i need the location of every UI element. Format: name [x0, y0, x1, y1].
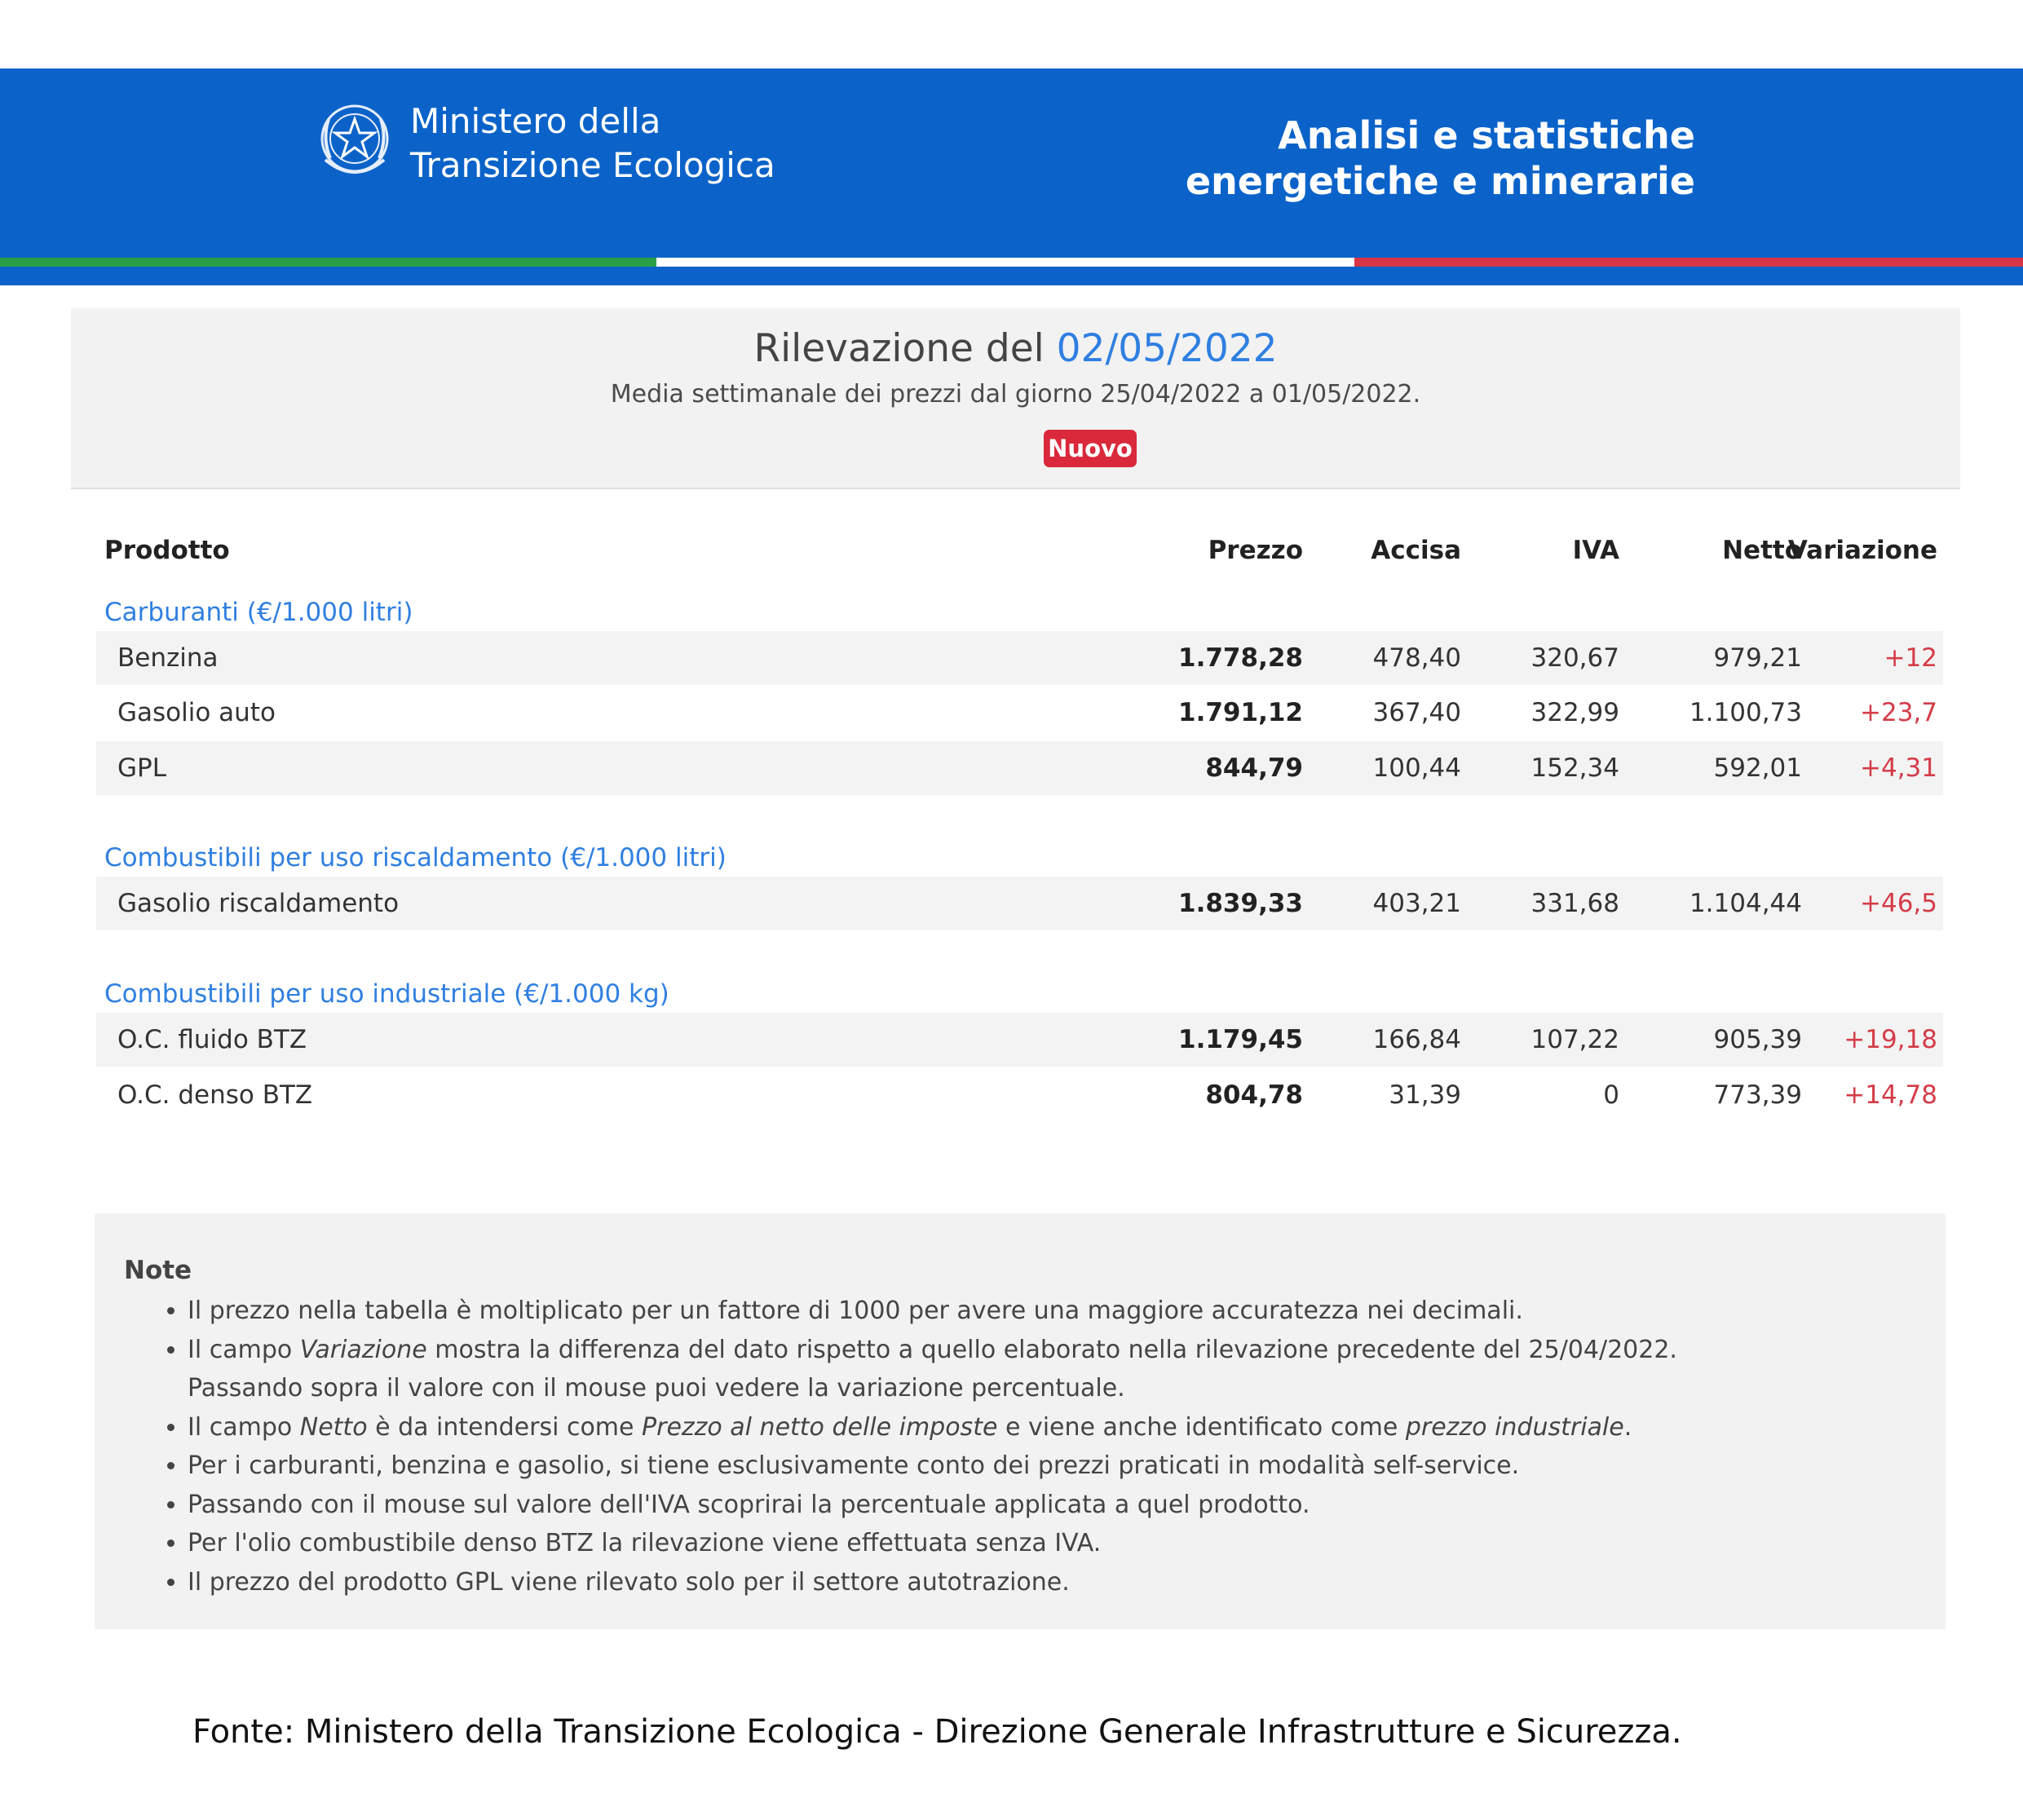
- note-text: Per l'olio combustibile denso BTZ la rilevazione viene effettuata senza IVA.: [188, 1529, 1102, 1557]
- excise-value: 367,40: [1372, 698, 1461, 727]
- ministry-line-2: Transizione Ecologica: [410, 145, 775, 185]
- survey-subtitle: Media settimanale dei prezzi dal giorno 25/04/2022 a 01/05/2022.: [610, 380, 1421, 409]
- section-title-line-1: Analisi e statistiche: [1278, 113, 1695, 157]
- note-item: [188, 1524, 1900, 1563]
- ministry-name[interactable]: [410, 99, 775, 188]
- site-header: [0, 68, 2023, 285]
- note-item: [188, 1331, 1900, 1408]
- variation-value[interactable]: +19,18: [1844, 1025, 1937, 1054]
- table-row: [96, 631, 1943, 685]
- column-header-accisa: Accisa: [1371, 536, 1461, 565]
- note-emphasis: prezzo industriale: [1405, 1412, 1624, 1442]
- note-item: [188, 1292, 1900, 1331]
- note-text: Il prezzo del prodotto GPL viene rilevato solo per il settore autotrazione.: [188, 1567, 1070, 1597]
- excise-value: 403,21: [1372, 889, 1461, 918]
- note-text: Il campo: [188, 1412, 300, 1442]
- table-header-row: [96, 523, 1943, 577]
- note-item: [188, 1447, 1900, 1486]
- column-header-iva: IVA: [1572, 536, 1619, 565]
- variation-value[interactable]: +12: [1884, 643, 1937, 673]
- note-text: Il campo: [188, 1335, 300, 1364]
- notes-title: Note: [124, 1256, 192, 1285]
- net-value: 1.104,44: [1689, 889, 1802, 918]
- note-item: [188, 1486, 1900, 1525]
- vat-value[interactable]: 320,67: [1531, 643, 1619, 673]
- note-text: mostra la differenza del dato rispetto a quello elaborato nella rilevazione precedente del 25/04/2022.: [426, 1335, 1677, 1364]
- product-name: GPL: [117, 753, 166, 783]
- variation-value[interactable]: +46,5: [1860, 889, 1937, 918]
- new-badge: Nuovo: [1044, 430, 1137, 467]
- net-value: 905,39: [1713, 1025, 1802, 1054]
- category-carburanti: Carburanti (€/1.000 litri): [104, 598, 413, 627]
- notes-list: [124, 1292, 1900, 1601]
- table-row: [96, 877, 1943, 930]
- excise-value: 478,40: [1372, 643, 1461, 673]
- table-row: [96, 741, 1943, 795]
- note-text: Passando sopra il valore con il mouse puoi vedere la variazione percentuale.: [188, 1374, 1125, 1403]
- vat-value[interactable]: 322,99: [1531, 698, 1619, 727]
- category-industriale: Combustibili per uso industriale (€/1.000 kg): [104, 979, 669, 1009]
- note-emphasis: Netto: [299, 1412, 368, 1442]
- note-emphasis: Variazione: [299, 1335, 427, 1364]
- vat-value[interactable]: 152,34: [1531, 753, 1619, 783]
- product-name: O.C. denso BTZ: [117, 1080, 313, 1110]
- table-row: [96, 686, 1943, 740]
- excise-value: 31,39: [1389, 1080, 1461, 1110]
- product-name: O.C. fluido BTZ: [117, 1025, 307, 1054]
- price-value: 844,79: [1205, 753, 1303, 783]
- notes-panel: [95, 1213, 1946, 1629]
- price-value: 1.179,45: [1178, 1025, 1303, 1054]
- variation-value[interactable]: +23,7: [1860, 698, 1937, 727]
- survey-title-prefix: Rilevazione del: [753, 326, 1045, 371]
- product-name: Benzina: [117, 643, 219, 673]
- column-header-prodotto: Prodotto: [104, 536, 230, 565]
- price-value: 1.839,33: [1178, 889, 1303, 918]
- excise-value: 100,44: [1372, 753, 1461, 783]
- note-text: e viene anche identificato come: [997, 1412, 1406, 1442]
- ministry-line-1: Ministero della: [410, 101, 661, 141]
- price-value: 1.778,28: [1178, 643, 1303, 673]
- price-value: 804,78: [1205, 1080, 1303, 1110]
- column-header-netto: Netto: [1722, 536, 1802, 565]
- flag-stripe-red: [1354, 258, 2023, 267]
- excise-value: 166,84: [1372, 1025, 1461, 1054]
- variation-value[interactable]: +4,31: [1860, 753, 1937, 783]
- product-name: Gasolio riscaldamento: [117, 889, 400, 918]
- section-title-line-2: energetiche e minerarie: [1185, 159, 1695, 203]
- section-title[interactable]: [1186, 113, 1695, 204]
- vat-value[interactable]: 331,68: [1531, 889, 1619, 918]
- column-header-variazione: Variazione: [1787, 536, 1937, 565]
- note-item: [188, 1408, 1900, 1447]
- note-text: Per i carburanti, benzina e gasolio, si tiene esclusivamente conto dei prezzi praticati in modalità self-service.: [188, 1451, 1520, 1480]
- note-text: è da intendersi come: [367, 1412, 643, 1442]
- flag-stripe-green: [0, 258, 656, 267]
- table-row: [96, 1068, 1943, 1122]
- note-text: Il prezzo nella tabella è moltiplicato per un fattore di 1000 per avere una maggiore accuratezza nei decimali.: [188, 1297, 1523, 1325]
- product-name: Gasolio auto: [117, 698, 276, 727]
- note-emphasis: Prezzo al netto delle imposte: [642, 1412, 998, 1442]
- net-value: 592,01: [1713, 753, 1802, 783]
- note-text: Passando con il mouse sul valore dell'IVA scoprirai la percentuale applicata a quel prodotto.: [188, 1490, 1310, 1519]
- net-value: 979,21: [1713, 643, 1802, 673]
- flag-stripe-white: [656, 258, 1354, 267]
- survey-header: [71, 308, 1960, 489]
- survey-title: [71, 325, 1960, 373]
- column-header-prezzo: Prezzo: [1208, 536, 1303, 565]
- source-caption: Fonte: Ministero della Transizione Ecologica - Direzione Generale Infrastrutture e Sicurezza.: [192, 1713, 1682, 1751]
- category-riscaldamento: Combustibili per uso riscaldamento (€/1.000 litri): [104, 843, 727, 872]
- survey-date: 02/05/2022: [1056, 326, 1278, 371]
- note-text: .: [1623, 1412, 1632, 1442]
- net-value: 1.100,73: [1689, 698, 1802, 727]
- vat-value[interactable]: 107,22: [1531, 1025, 1619, 1054]
- net-value: 773,39: [1713, 1080, 1802, 1110]
- table-row: [96, 1013, 1943, 1067]
- price-value: 1.791,12: [1178, 698, 1303, 727]
- variation-value[interactable]: +14,78: [1844, 1080, 1937, 1110]
- vat-value[interactable]: 0: [1603, 1080, 1619, 1110]
- emblem-of-italy-icon[interactable]: [314, 96, 395, 186]
- note-item: [188, 1563, 1900, 1602]
